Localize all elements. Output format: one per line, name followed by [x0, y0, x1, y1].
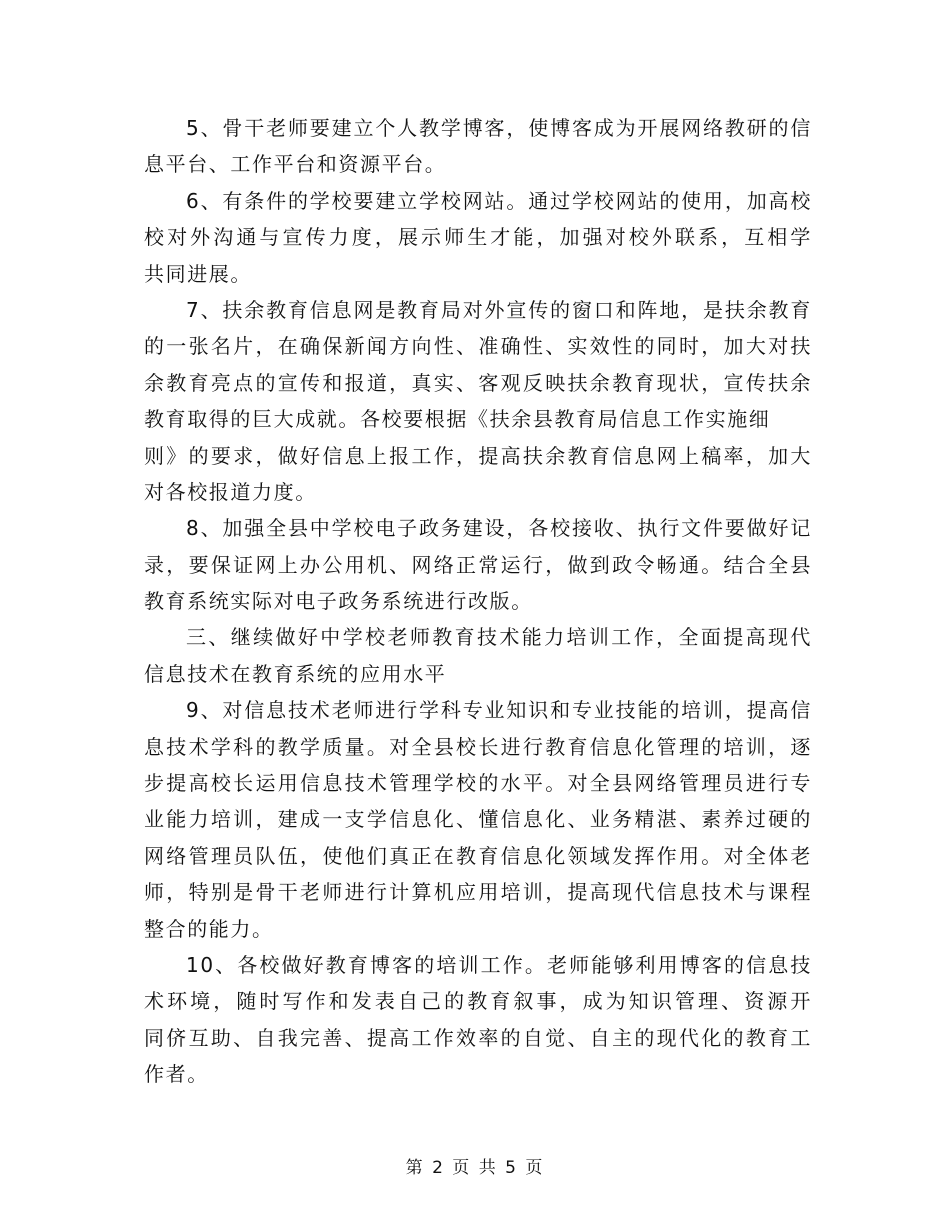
text-line: 息技术学科的教学质量。对全县校长进行教育信息化管理的培训，逐	[144, 734, 812, 759]
text-line: 同侪互助、自我完善、提高工作效率的自觉、自主的现代化的教育工	[144, 1025, 812, 1050]
text-line: 的一张名片，在确保新闻方向性、准确性、实效性的同时，加大对扶	[144, 334, 812, 359]
text-line: 师，特别是骨干老师进行计算机应用培训，提高现代信息技术与课程	[144, 880, 812, 905]
text-line: 步提高校长运用信息技术管理学校的水平。对全县网络管理员进行专	[144, 771, 812, 796]
text-line: 信息技术在教育系统的应用水平	[144, 661, 447, 686]
text-line: 7、扶余教育信息网是教育局对外宣传的窗口和阵地，是扶余教育	[186, 297, 812, 322]
text-line: 网络管理员队伍，使他们真正在教育信息化领域发挥作用。对全体老	[144, 843, 812, 868]
text-line: 教育系统实际对电子政务系统进行改版。	[144, 589, 533, 614]
text-line: 共同进展。	[144, 261, 252, 286]
text-line: 整合的能力。	[144, 916, 274, 941]
text-line: 10、各校做好教育博客的培训工作。老师能够利用博客的信息技	[186, 952, 812, 977]
text-line: 则》的要求，做好信息上报工作，提高扶余教育信息网上稿率，加大	[144, 443, 812, 468]
text-line: 业能力培训，建成一支学信息化、懂信息化、业务精湛、素养过硬的	[144, 807, 812, 832]
text-line: 余教育亮点的宣传和报道，真实、客观反映扶余教育现状，宣传扶余	[144, 370, 812, 395]
text-line: 6、有条件的学校要建立学校网站。通过学校网站的使用，加高校	[186, 188, 812, 213]
page-footer: 第 2 页 共 5 页	[405, 1158, 545, 1178]
text-line: 作者。	[144, 1062, 209, 1087]
text-line: 息平台、工作平台和资源平台。	[144, 152, 447, 177]
text-line: 术环境，随时写作和发表自己的教育叙事，成为知识管理、资源开	[144, 989, 812, 1014]
text-line: 9、对信息技术老师进行学科专业知识和专业技能的培训，提高信	[186, 698, 812, 723]
document-body	[144, 110, 812, 1093]
text-line: 教育取得的巨大成就。各校要根据《扶余县教育局信息工作实施细	[144, 407, 771, 432]
text-line: 8、加强全县中学校电子政务建设，各校接收、执行文件要做好记	[186, 516, 812, 541]
text-line: 校对外沟通与宣传力度，展示师生才能，加强对校外联系，互相学	[144, 225, 812, 250]
text-line: 三、继续做好中学校老师教育技术能力培训工作，全面提高现代	[186, 625, 812, 650]
text-line: 5、骨干老师要建立个人教学博客，使博客成为开展网络教研的信	[186, 116, 812, 140]
text-line: 录，要保证网上办公用机、网络正常运行，做到政令畅通。结合全县	[144, 552, 812, 577]
text-line: 对各校报道力度。	[144, 479, 317, 504]
